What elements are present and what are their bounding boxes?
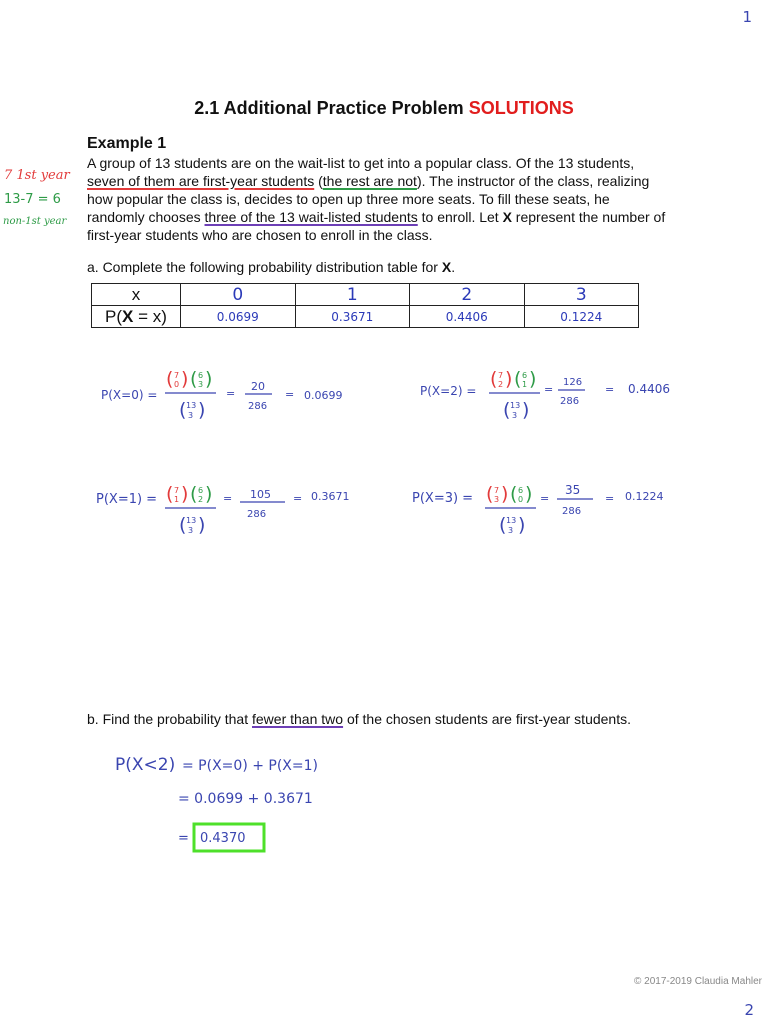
w0-n2-top: 6 — [198, 371, 204, 380]
w2-paren3-l: ( — [503, 399, 511, 421]
w3-lhs: P(X=3) = — [412, 491, 474, 506]
problem-text-4: to enroll. Let — [417, 209, 503, 225]
problem-text-5: represent the number of first-year students who are chosen to enroll in the class. — [87, 209, 666, 243]
w1-paren1-r: ) — [181, 483, 189, 505]
w2-lhs: P(X=2) = — [420, 384, 477, 398]
w3-frac-den: 286 — [562, 506, 582, 517]
w1-eq2: = — [293, 492, 303, 505]
prob-label-pre: P( — [105, 306, 123, 326]
w3-paren1-r: ) — [501, 483, 509, 505]
underline-first-year: seven of them are first-year students — [87, 173, 315, 189]
part-b-work — [115, 755, 318, 851]
w2-n1-top: 7 — [498, 371, 504, 380]
w0-frac-den: 286 — [248, 401, 268, 412]
w3-n1-bot: 3 — [494, 495, 500, 504]
w2-eq2: = — [605, 383, 615, 396]
w1-paren1-l: ( — [166, 483, 174, 505]
problem-variable-x: X — [502, 209, 512, 225]
copyright-footer: © 2017-2019 Claudia Mahler — [633, 976, 762, 987]
w3-eq2: = — [605, 492, 615, 505]
underline-rest: the rest are not — [322, 173, 417, 189]
w2-frac-num: 126 — [563, 377, 583, 388]
page-number-top: 1 — [742, 8, 752, 26]
w0-d-top: 13 — [186, 401, 197, 410]
table-p-3: 0.1224 — [524, 306, 639, 328]
title-main: 2.1 Additional Practice Problem — [194, 98, 464, 118]
table-header-x: x — [92, 284, 181, 306]
w1-lhs: P(X=1) = — [96, 492, 158, 507]
w2-paren3-r: ) — [522, 399, 530, 421]
w0-paren2-r: ) — [205, 368, 213, 390]
w2-frac-den: 286 — [560, 396, 580, 407]
w0-eq1: = — [226, 387, 236, 400]
w2-n2-bot: 1 — [522, 380, 528, 389]
margin-note-non-first-year: non-1st year — [3, 216, 67, 227]
w2-d-bot: 3 — [512, 411, 518, 420]
w3-n1-top: 7 — [494, 486, 500, 495]
w1-paren2-r: ) — [205, 483, 213, 505]
b-line3-eq: = — [178, 831, 189, 846]
w1-frac-den: 286 — [247, 509, 267, 520]
part-b-question — [87, 711, 631, 727]
table-p-2: 0.4406 — [410, 306, 525, 328]
w2-result: 0.4406 — [628, 382, 670, 396]
w0-d-bot: 3 — [188, 411, 194, 420]
problem-text-2: ( — [314, 173, 323, 189]
problem-text-1: A group of 13 students are on the wait-list to get into a popular class. Of the 13 students, — [87, 155, 635, 171]
w1-eq1: = — [223, 492, 233, 505]
w0-n2-bot: 3 — [198, 380, 204, 389]
w1-d-top: 13 — [186, 516, 197, 525]
part-a-text: a. Complete the following probability distribution table for — [87, 259, 442, 275]
part-b-post: of the chosen students are first-year students. — [343, 711, 631, 727]
w1-paren3-l: ( — [179, 514, 187, 536]
w2-paren1-l: ( — [490, 368, 498, 390]
table-x-0: 0 — [181, 284, 296, 306]
w1-paren3-r: ) — [198, 514, 206, 536]
w3-d-bot: 3 — [508, 526, 514, 535]
underline-three: three of the 13 wait-listed students — [204, 209, 418, 225]
w0-paren1-l: ( — [166, 368, 174, 390]
w3-paren1-l: ( — [486, 483, 494, 505]
table-p-0: 0.0699 — [181, 306, 296, 328]
w0-lhs: P(X=0) = — [101, 388, 158, 402]
w0-result: 0.0699 — [304, 389, 343, 402]
b-line1-lhs: P(X<2) — [115, 755, 176, 775]
w3-frac-num: 35 — [565, 483, 581, 497]
table-x-1: 1 — [295, 284, 410, 306]
w3-paren2-r: ) — [525, 483, 533, 505]
prob-label-post: = x) — [133, 306, 167, 326]
w1-n1-bot: 1 — [174, 495, 180, 504]
w2-paren2-l: ( — [514, 368, 522, 390]
table-p-1: 0.3671 — [295, 306, 410, 328]
w1-n2-bot: 2 — [198, 495, 204, 504]
w3-paren3-r: ) — [518, 514, 526, 536]
w2-n2-top: 6 — [522, 371, 528, 380]
w3-n2-bot: 0 — [518, 495, 524, 504]
w2-eq1: = — [544, 383, 554, 396]
part-a-variable-x: X — [441, 259, 452, 275]
b-line1-rhs: = P(X=0) + P(X=1) — [182, 758, 319, 774]
table-x-2: 2 — [410, 284, 525, 306]
prob-label-x: X — [122, 306, 134, 326]
work-p-x-3 — [412, 483, 664, 536]
work-p-x-1 — [96, 483, 350, 536]
w0-paren1-r: ) — [181, 368, 189, 390]
w2-n1-bot: 2 — [498, 380, 504, 389]
w0-paren3-r: ) — [198, 399, 206, 421]
w2-paren2-r: ) — [529, 368, 537, 390]
w1-paren2-l: ( — [190, 483, 198, 505]
w3-d-top: 13 — [506, 516, 517, 525]
w3-n2-top: 6 — [518, 486, 524, 495]
b-line2: = 0.0699 + 0.3671 — [178, 791, 313, 807]
w3-result: 0.1224 — [625, 490, 664, 503]
w0-eq2: = — [285, 388, 295, 401]
work-p-x-2 — [420, 368, 670, 421]
w3-paren3-l: ( — [499, 514, 507, 536]
w0-paren3-l: ( — [179, 399, 187, 421]
title-solutions: SOLUTIONS — [468, 98, 574, 118]
b-final-answer: 0.4370 — [200, 831, 246, 846]
table-x-3: 3 — [524, 284, 639, 306]
margin-note-difference: 13-7 = 6 — [4, 192, 61, 207]
work-p-x-0 — [101, 368, 343, 421]
part-b-underlined: fewer than two — [252, 711, 344, 727]
w3-paren2-l: ( — [510, 483, 518, 505]
margin-note-first-year: 7 1st year — [4, 168, 70, 183]
w1-result: 0.3671 — [311, 490, 350, 503]
part-a-end: . — [451, 259, 456, 275]
w0-frac-num: 20 — [251, 380, 265, 393]
w2-d-top: 13 — [510, 401, 521, 410]
page-number-bottom: 2 — [744, 1001, 754, 1019]
w0-n1-top: 7 — [174, 371, 180, 380]
part-b-pre: b. Find the probability that — [87, 711, 252, 727]
w0-n1-bot: 0 — [174, 380, 180, 389]
w3-eq1: = — [540, 492, 550, 505]
w1-frac-num: 105 — [250, 488, 271, 501]
problem-text-3: ). The instructor of the class, realizing how popular the class is, decides to open up three more seats. To fill these seats, he randomly chooses — [87, 173, 650, 225]
w1-d-bot: 3 — [188, 526, 194, 535]
w2-paren1-r: ) — [505, 368, 513, 390]
example-heading: Example 1 — [87, 135, 167, 152]
w1-n1-top: 7 — [174, 486, 180, 495]
w0-paren2-l: ( — [190, 368, 198, 390]
w1-n2-top: 6 — [198, 486, 204, 495]
